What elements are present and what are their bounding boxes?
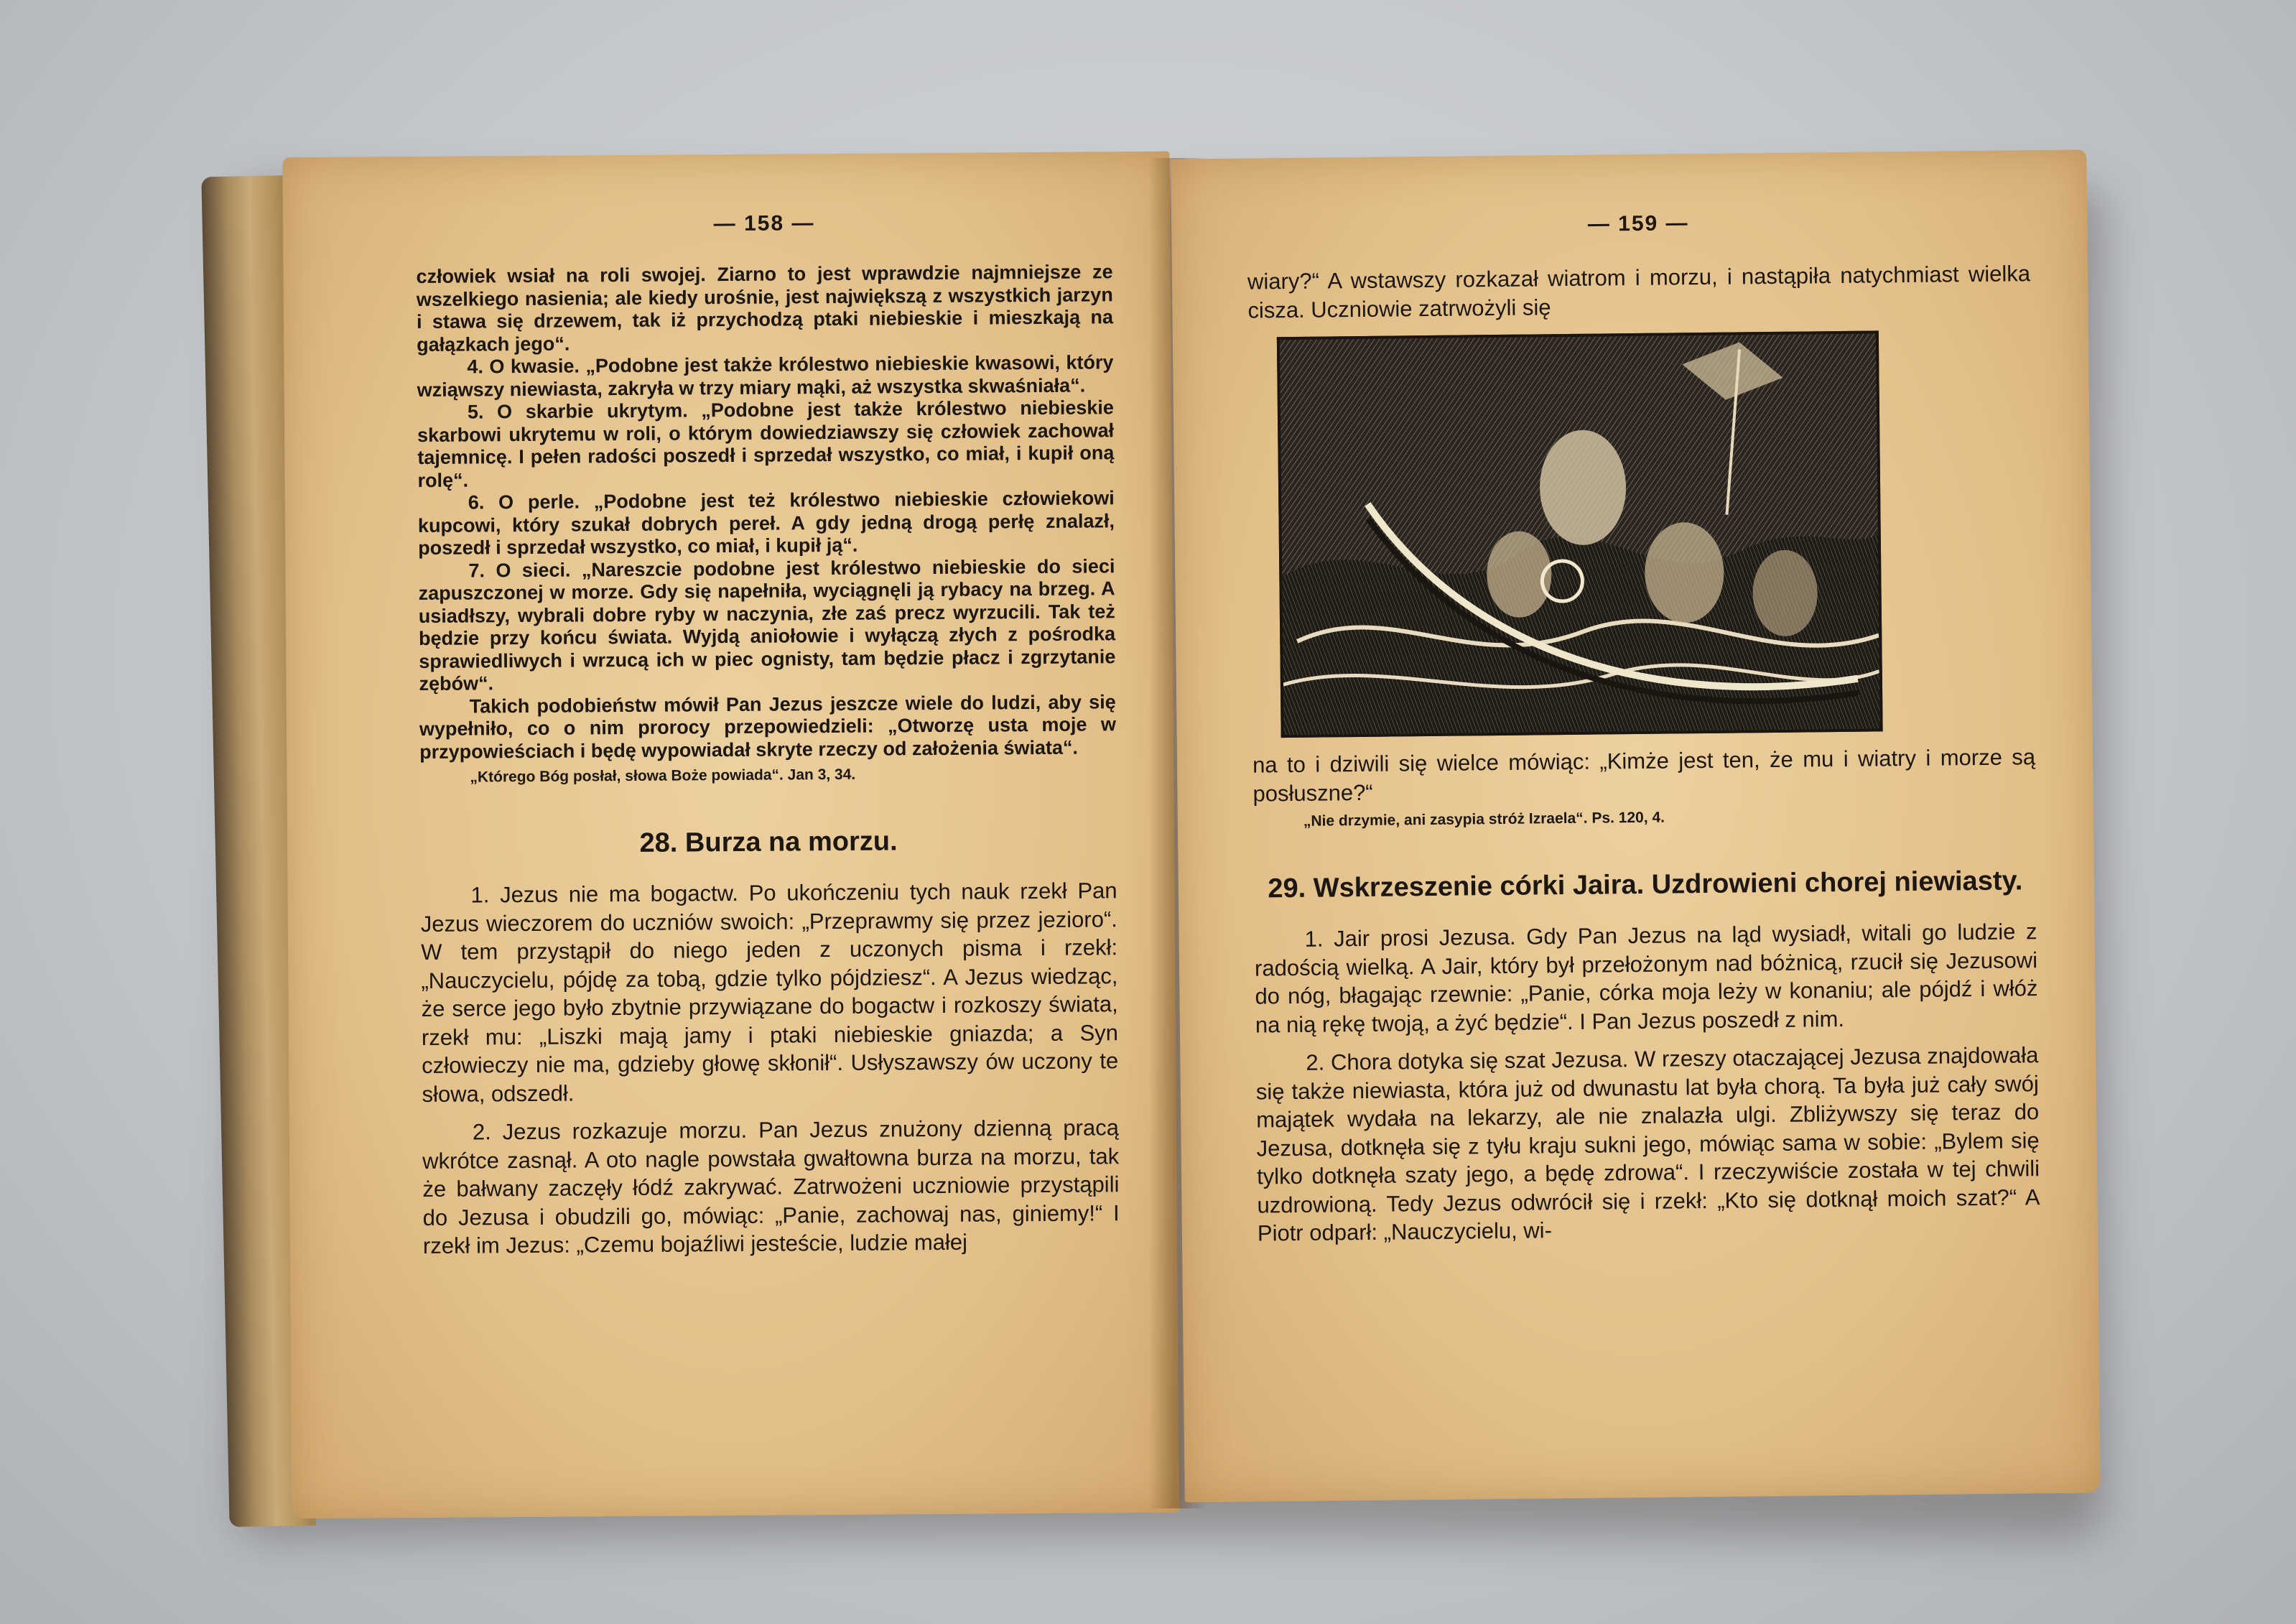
storm-engraving (1277, 330, 1883, 738)
paragraph: wiary?“ A wstawszy rozkazał wiatrom i morzu, i nastąpiła natychmiast wielka cisza. Uczniowie zatrwożyli się (1247, 261, 2031, 323)
paragraph: 2. Chora dotyka się szat Jezusa. W rzeszy otaczającej Jezusa znajdowała się także niewiasta, która już od dwunastu lat była chorą. Ta była już cały swój majątek wydała na lekarzy, ale nie znalazła ulgi. Zbliżywszy się teraz do Jezusa, dotknęła się z tyłu kraju sukni jego, mówiąc sama w sobie: „Bylem się tylko dotknęła szaty jego, a będę zdrowa“. I rzeczywiście została w tej chwili uzdrowioną. Tedy Jezus odwrócił się i rzekł: „Kto się dotknął moich szat?“ A Piotr odparł: „Nauczycielu, wi- (1255, 1042, 2040, 1246)
chapter-heading: 28. Burza na morzu. (639, 826, 898, 858)
after-illustration-text (1252, 743, 2036, 807)
left-page (282, 152, 1179, 1519)
scripture-quote: „Którego Bóg posłał, słowa Boże powiada“. Jan 3, 34. (470, 766, 856, 786)
paragraph: 6. O perle. „Podobne jest też królestwo niebieskie człowiekowi kupcowi, który szukał dobrych pereł. A gdy jedną drogą perłę znalazł, poszedł i sprzedał wszystko, co miał, i kupił ją“. (417, 487, 1115, 560)
continuation-text (1247, 259, 2031, 324)
paragraph: 2. Jezus rozkazuje morzu. Pan Jezus znużony dzienną pracą wkrótce zasnął. A oto nagle powstała gwałtowna burza na morzu, tak że bałwany zaczęły łódź zakrywać. Zatrwożeni uczniowie przystąpili do Jezusa i obudzili go, mówiąc: „Panie, zachowaj nas, giniemy!“ I rzekł im Jezus: „Czemu bojaźliwi jesteście, ludzie małej (422, 1115, 1120, 1259)
paragraph: na to i dziwili się wielce mówiąc: „Kimże jest ten, że mu i wiatry i morze są posłuszne?“ (1252, 744, 2036, 807)
paragraph: 5. O skarbie ukrytym. „Podobne jest także królestwo niebieskie skarbowi ukrytemu w roli, o którym dowiedziawszy się człowiek zachował tajemnicę. I pełen radości poszedł i sprzedał wszystko, co miał, i kupił oną rolę“. (417, 396, 1115, 491)
paragraph: 4. O kwasie. „Podobne jest także królestwo niebieskie kwasowi, który wziąwszy niewiasta, zakryła w trzy miary mąki, aż wszystka skwaśniała“. (417, 351, 1114, 401)
right-page-number: — 159 — (1587, 211, 1689, 236)
paragraph: 1. Jezus nie ma bogactw. Po ukończeniu tych nauk rzekł Pan Jezus wieczorem do uczniów swoich: „Przeprawmy się przez jezioro“. W tem przystąpił do niego jeden z uczonych pisma i rzekł: „Nauczycielu, pójdę za tobą, gdzie tylko pójdziesz“. A Jezus wiedząc, że serce jego było zbytnie przywiązane do bogactw i rozkoszy świata, rzekł mu: „Liszki mają jamy i ptaki niebieskie gniazda; a Syn człowieczy nie ma, gdzieby głowę skłonił“. Usłyszawszy ów uczony te słowa, odszedł. (420, 878, 1119, 1107)
scripture-quote: „Nie drzymie, ani zasypia stróż Izraela“. Ps. 120, 4. (1303, 809, 1665, 830)
chapter-text (1254, 917, 2040, 1248)
paragraph: 7. O sieci. „Nareszcie podobne jest królestwo niebieskie do sieci zapuszczonej w morze. Gdy się napełniła, wyciągnęli ją rybacy na brzeg. A usiadłszy, wybrali dobre ryby w naczynia, złe zaś precz wyrzucili. Tak też będzie przy końcu świata. Wyjdą aniołowie i wyłączą złych z pośrodka sprawiedliwych i wrzucą ich w piec ognisty, tam będzie płacz i zgrzytanie zębów“. (418, 555, 1116, 695)
paragraph: człowiek wsiał na roli swojej. Ziarno to jest wprawdzie najmniejsze ze wszelkiego nasienia; ale kiedy urośnie, jest największą z wszystkich jarzyn i stawa się drzewem, tak iż przychodzą ptaki niebieskie i mieszkają na gałązkach jego“. (416, 261, 1114, 356)
chapter-heading: 29. Wskrzeszenie córki Jaira. Uzdrowieni chorej niewiasty. (1268, 866, 2023, 904)
chapter-text (420, 876, 1120, 1260)
right-page (1171, 149, 2101, 1502)
left-page-number: — 158 — (713, 211, 815, 236)
paragraph: Takich podobieństw mówił Pan Jezus jeszcze wiele do ludzi, aby się wypełniło, co o nim prorocy przepowiedzieli: „Otworzę usta moje w przypowieściach i będę wypowiadał skryte rzeczy od założenia świata“. (419, 690, 1117, 763)
left-page-content (416, 209, 1120, 1260)
paragraph: 1. Jair prosi Jezusa. Gdy Pan Jezus na ląd wysiadł, witali go ludzie z radością wielką. A Jair, który był przełożonym nad bóżnicą, rzucił się Jezusowi do nóg, błagając rzewnie: „Panie, córka moja leży w konaniu; ale pójdź i włóż na nią rękę twoją, a żyć będzie“. I Pan Jezus poszedł z nim. (1254, 919, 2038, 1038)
right-page-content (1247, 208, 2040, 1248)
parables-text (416, 261, 1116, 764)
storm-engraving-drawing (1280, 333, 1880, 735)
